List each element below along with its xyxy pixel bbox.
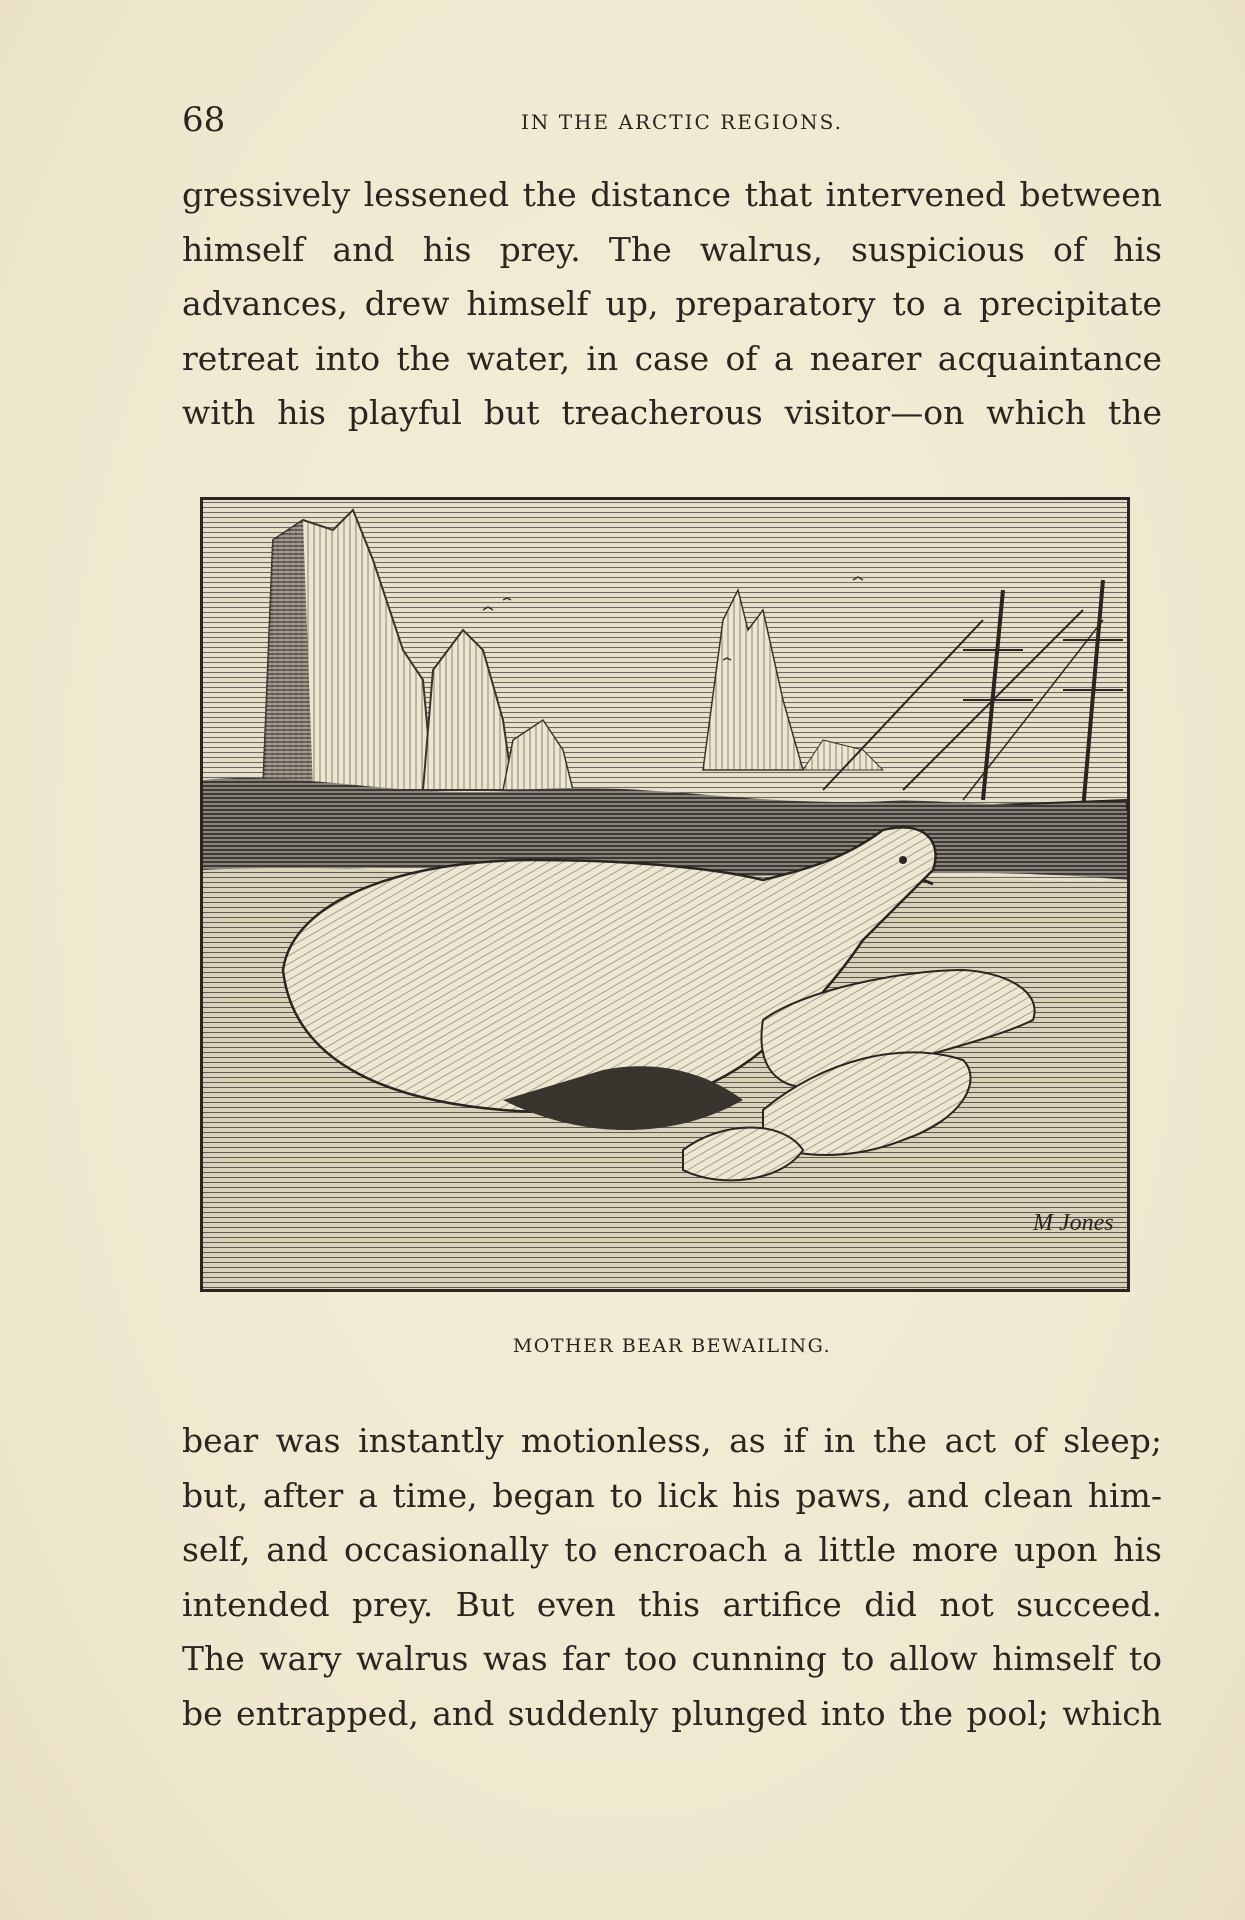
paragraph-bottom — [182, 1414, 1162, 1741]
text-line: retreat into the water, in case of a nearer acquaintance — [182, 338, 1162, 378]
text-line: be entrapped, and suddenly plunged into the pool; which — [182, 1693, 1162, 1733]
page-number: 68 — [182, 100, 226, 140]
text-line: intended prey. But even this artifice did not succeed. — [182, 1584, 1162, 1624]
text-line: self, and occasionally to encroach a little more upon his — [182, 1530, 1162, 1569]
text-line: The wary walrus was far too cunning to allow himself to — [182, 1639, 1162, 1678]
text-line: advances, drew himself up, preparatory to a precipitate — [182, 284, 1162, 323]
text-line: with his playful but treacherous visitor—on which the — [182, 393, 1162, 432]
text-line: bear was instantly motionless, as if in the act of sleep; — [182, 1421, 1162, 1460]
engraver-signature: M Jones — [1033, 1210, 1114, 1236]
paragraph-top — [182, 168, 1162, 441]
figure-caption: MOTHER BEAR BEWAILING. — [512, 1335, 832, 1357]
page-header — [182, 100, 1162, 140]
engraving-illustration — [200, 497, 1130, 1292]
text-line: gressively lessened the distance that intervened between — [182, 175, 1162, 214]
running-title: IN THE ARCTIC REGIONS. — [521, 110, 843, 134]
text-line: but, after a time, began to lick his paws, and clean him- — [182, 1475, 1162, 1515]
text-line: himself and his prey. The walrus, suspicious of his — [182, 229, 1162, 269]
